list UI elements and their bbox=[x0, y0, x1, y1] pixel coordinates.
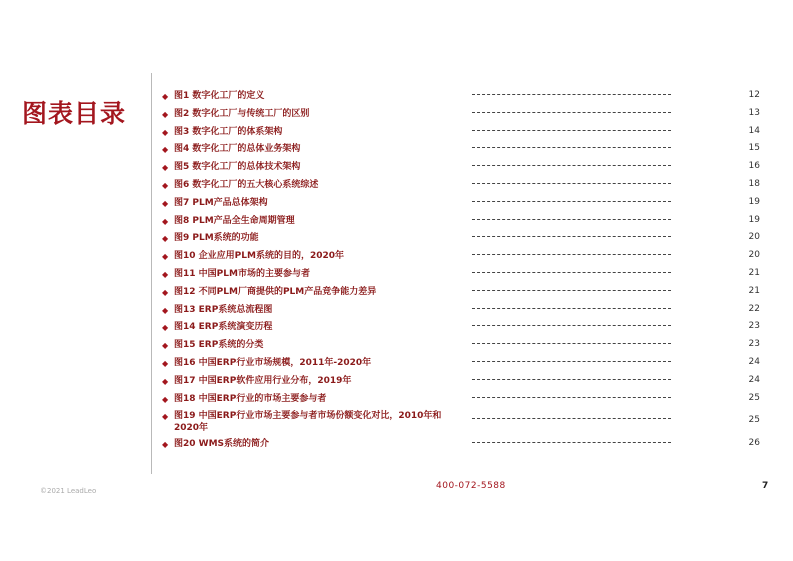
toc-entry-label: 图13 ERP系统总流程图 bbox=[174, 304, 273, 315]
diamond-bullet-icon: ◆ bbox=[162, 341, 169, 351]
dotted-leader bbox=[472, 219, 671, 220]
toc-entry[interactable] bbox=[162, 338, 766, 356]
toc-entry[interactable] bbox=[162, 320, 766, 338]
dotted-leader bbox=[472, 201, 671, 202]
dotted-leader bbox=[472, 442, 671, 443]
dotted-leader bbox=[472, 254, 671, 255]
dotted-leader bbox=[472, 343, 671, 344]
toc-entry[interactable] bbox=[162, 437, 766, 455]
phone-number: 400-072-5588 bbox=[436, 481, 506, 491]
toc-entry-label: 图1 数字化工厂的定义 bbox=[174, 91, 265, 101]
diamond-bullet-icon: ◆ bbox=[162, 234, 169, 244]
toc-entry-label: 图10 企业应用PLM系统的目的，2020年 bbox=[174, 251, 344, 262]
toc-entry-page: 23 bbox=[748, 321, 760, 332]
toc-entry-label: 图17 中国ERP软件应用行业分布，2019年 bbox=[174, 375, 352, 386]
diamond-bullet-icon: ◆ bbox=[162, 269, 169, 279]
toc-entry-page: 12 bbox=[748, 90, 760, 100]
toc-entry-label: 图6 数字化工厂的五大核心系统综述 bbox=[174, 179, 319, 190]
toc-entry[interactable] bbox=[162, 107, 766, 125]
toc-entry[interactable] bbox=[162, 303, 766, 321]
toc-entry-page: 24 bbox=[748, 374, 760, 385]
toc-entry-label: 图7 PLM产品总体架构 bbox=[174, 197, 268, 208]
toc-entry-page: 25 bbox=[748, 392, 760, 403]
toc-entry[interactable] bbox=[162, 160, 766, 178]
dotted-leader bbox=[472, 397, 671, 398]
dotted-leader bbox=[472, 183, 671, 184]
toc-entry[interactable] bbox=[162, 89, 766, 107]
diamond-bullet-icon: ◆ bbox=[162, 163, 169, 173]
dotted-leader bbox=[472, 94, 671, 95]
toc-entry-page: 19 bbox=[748, 196, 760, 207]
toc-entry[interactable] bbox=[162, 249, 766, 267]
diamond-bullet-icon: ◆ bbox=[162, 323, 169, 333]
toc-entry[interactable] bbox=[162, 142, 766, 160]
toc-entry[interactable] bbox=[162, 409, 766, 437]
toc-entry-label: 图15 ERP系统的分类 bbox=[174, 340, 264, 351]
toc-entry[interactable] bbox=[162, 356, 766, 374]
toc-entry-page: 18 bbox=[748, 178, 760, 189]
toc-entry-page: 20 bbox=[748, 232, 760, 243]
toc-entry-label: 图4 数字化工厂的总体业务架构 bbox=[174, 144, 301, 155]
toc-entry[interactable] bbox=[162, 196, 766, 214]
toc-entry-page: 25 bbox=[748, 415, 760, 426]
diamond-bullet-icon: ◆ bbox=[162, 145, 169, 155]
toc-entry-page: 19 bbox=[748, 214, 760, 225]
diamond-bullet-icon: ◆ bbox=[162, 358, 169, 368]
page-title: 图表目录 bbox=[22, 99, 127, 128]
toc-entry-label: 图5 数字化工厂的总体技术架构 bbox=[174, 162, 301, 173]
dotted-leader bbox=[472, 147, 671, 148]
dotted-leader bbox=[472, 272, 671, 273]
toc-entry[interactable] bbox=[162, 178, 766, 196]
toc-entry-page: 15 bbox=[748, 143, 760, 154]
diamond-bullet-icon: ◆ bbox=[162, 376, 169, 386]
diamond-bullet-icon: ◆ bbox=[162, 412, 169, 422]
toc-entry[interactable] bbox=[162, 125, 766, 143]
toc-entry-page: 14 bbox=[748, 125, 760, 136]
toc-entry-label: 图2 数字化工厂与传统工厂的区别 bbox=[174, 108, 310, 119]
dotted-leader bbox=[472, 112, 671, 113]
diamond-bullet-icon: ◆ bbox=[162, 287, 169, 297]
toc-entry-label: 图18 中国ERP行业的市场主要参与者 bbox=[174, 393, 327, 404]
dotted-leader bbox=[472, 361, 671, 362]
toc-entry-label: 图16 中国ERP行业市场规模，2011年-2020年 bbox=[174, 357, 372, 368]
toc-entry-label: 图19 中国ERP行业市场主要参与者市场份额变化对比，2010年和2020年 bbox=[174, 411, 442, 434]
copyright-text: ©2021 LeadLeo bbox=[40, 487, 97, 495]
dotted-leader bbox=[472, 236, 671, 237]
divider-line bbox=[151, 73, 152, 474]
toc-entry[interactable] bbox=[162, 374, 766, 392]
diamond-bullet-icon: ◆ bbox=[162, 305, 169, 315]
toc-entry-page: 24 bbox=[748, 356, 760, 367]
diamond-bullet-icon: ◆ bbox=[162, 216, 169, 226]
toc-entry-page: 23 bbox=[748, 339, 760, 350]
toc-entry-label: 图12 不同PLM厂商提供的PLM产品竞争能力差异 bbox=[174, 286, 377, 297]
diamond-bullet-icon: ◆ bbox=[162, 109, 169, 119]
dotted-leader bbox=[472, 308, 671, 309]
toc-entry[interactable] bbox=[162, 392, 766, 410]
toc-entry-page: 13 bbox=[748, 107, 760, 118]
dotted-leader bbox=[472, 379, 671, 380]
toc-entry-page: 20 bbox=[748, 250, 760, 261]
diamond-bullet-icon: ◆ bbox=[162, 252, 169, 262]
toc-entry[interactable] bbox=[162, 231, 766, 249]
toc-entry[interactable] bbox=[162, 285, 766, 303]
page-number: 7 bbox=[762, 481, 769, 491]
toc-entry-label: 图3 数字化工厂的体系架构 bbox=[174, 126, 283, 137]
toc-entry-label: 图8 PLM产品全生命周期管理 bbox=[174, 215, 295, 226]
dotted-leader bbox=[472, 325, 671, 326]
toc-entry-page: 26 bbox=[748, 438, 760, 449]
toc-entry[interactable] bbox=[162, 214, 766, 232]
diamond-bullet-icon: ◆ bbox=[162, 198, 169, 208]
dotted-leader bbox=[472, 418, 671, 419]
diamond-bullet-icon: ◆ bbox=[162, 92, 169, 101]
diamond-bullet-icon: ◆ bbox=[162, 394, 169, 404]
dotted-leader bbox=[472, 290, 671, 291]
toc-entry-page: 22 bbox=[748, 303, 760, 314]
toc-entry-label: 图20 WMS系统的简介 bbox=[174, 439, 270, 450]
figure-list bbox=[162, 89, 766, 455]
toc-entry-page: 16 bbox=[748, 161, 760, 172]
toc-entry-label: 图11 中国PLM市场的主要参与者 bbox=[174, 268, 310, 279]
toc-entry-label: 图9 PLM系统的功能 bbox=[174, 233, 259, 244]
toc-entry-page: 21 bbox=[748, 267, 760, 278]
diamond-bullet-icon: ◆ bbox=[162, 127, 169, 137]
toc-entry-page: 21 bbox=[748, 285, 760, 296]
toc-entry-label: 图14 ERP系统演变历程 bbox=[174, 322, 273, 333]
dotted-leader bbox=[472, 130, 671, 131]
dotted-leader bbox=[472, 165, 671, 166]
toc-entry[interactable] bbox=[162, 267, 766, 285]
diamond-bullet-icon: ◆ bbox=[162, 440, 169, 450]
diamond-bullet-icon: ◆ bbox=[162, 180, 169, 190]
